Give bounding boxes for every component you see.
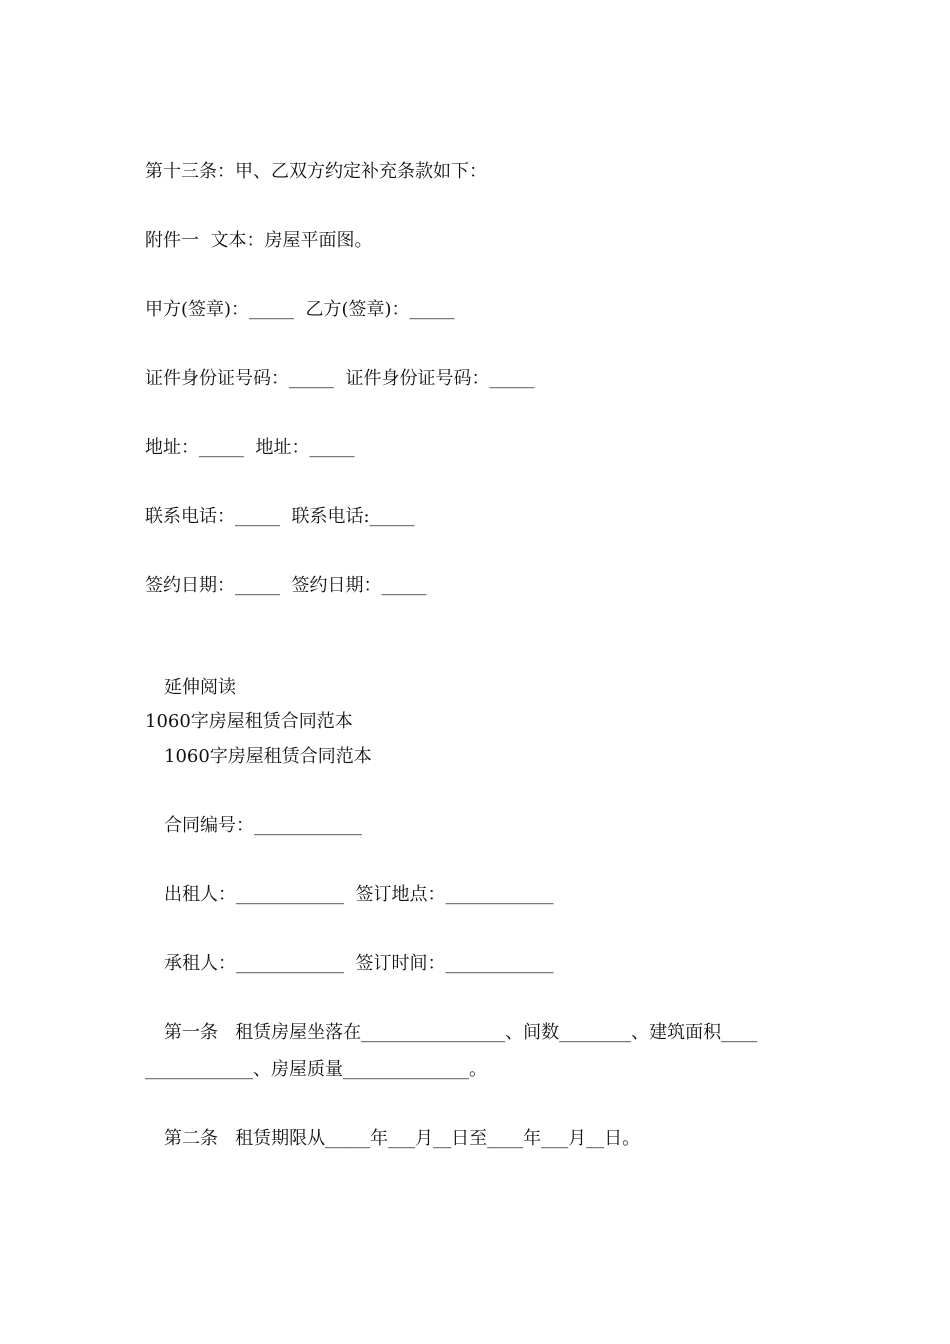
article-1-property-location: 第一条 租赁房屋坐落在________________、间数________、建筑面积____ xyxy=(164,1022,758,1043)
party-signature-line: 甲方(签章)：_____ 乙方(签章)：_____ xyxy=(145,299,455,320)
contract-number-line: 合同编号：____________ xyxy=(164,815,362,836)
extended-reading-heading: 延伸阅读 xyxy=(164,677,236,698)
clause-13-supplementary-terms: 第十三条：甲、乙双方约定补充条款如下： xyxy=(145,161,487,182)
article-1-continuation: ____________、房屋质量______________。 xyxy=(145,1059,487,1080)
attachment-floor-plan: 附件一 文本：房屋平面图。 xyxy=(145,230,373,251)
contract-title: 1060字房屋租赁合同范本 xyxy=(164,746,372,767)
related-article-title: 1060字房屋租赁合同范本 xyxy=(145,711,353,732)
lessor-signing-place-line: 出租人：____________ 签订地点：____________ xyxy=(164,884,554,905)
phone-line: 联系电话：_____ 联系电话:_____ xyxy=(145,506,415,527)
signing-date-line: 签约日期：_____ 签约日期：_____ xyxy=(145,575,427,596)
article-2-lease-term: 第二条 租赁期限从_____年___月__日至____年___月__日。 xyxy=(164,1128,641,1149)
address-line: 地址：_____ 地址：_____ xyxy=(145,437,355,458)
lessee-signing-time-line: 承租人：____________ 签订时间：____________ xyxy=(164,953,554,974)
id-number-line: 证件身份证号码：_____ 证件身份证号码：_____ xyxy=(145,368,535,389)
